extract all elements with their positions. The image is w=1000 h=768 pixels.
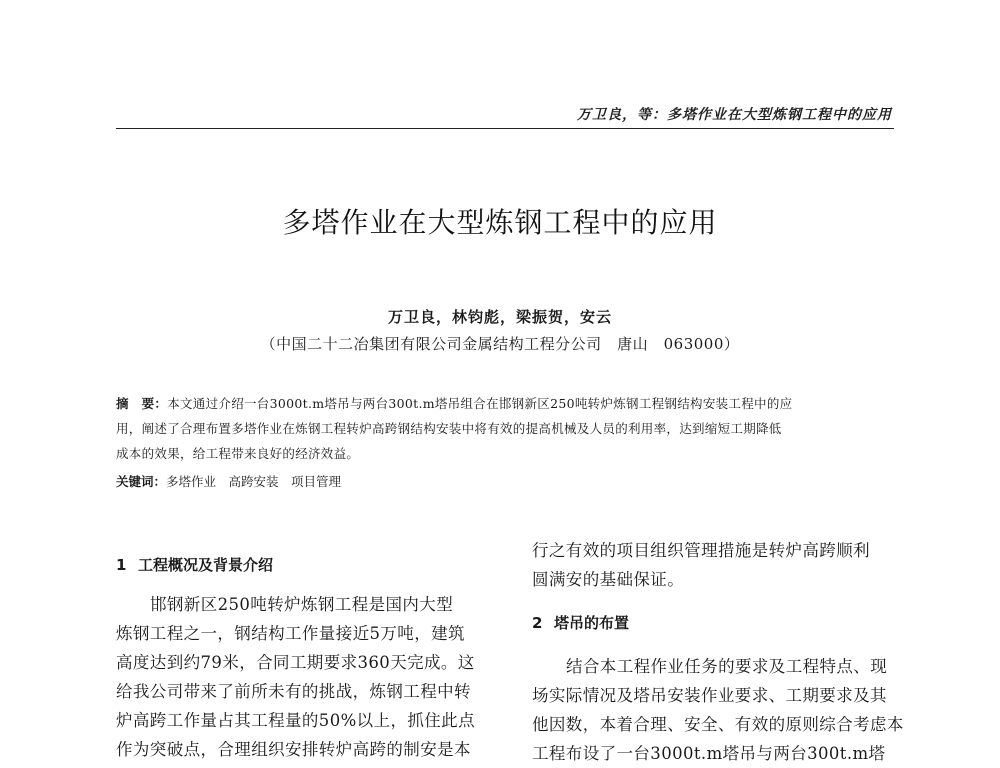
section-2-title: 塔吊的布置 <box>554 614 630 632</box>
abstract-line-2: 用，阐述了合理布置多塔作业在炼钢工程转炉高跨钢结构安装中将有效的提高机械及人员的利用率，达到缩短工期降低 <box>116 421 782 436</box>
abstract-text: 本文通过介绍一台3000t.m塔吊与两台300t.m塔吊组合在邯钢新区250吨转炉炼钢工程钢结构安装工程中的应 <box>167 396 793 411</box>
section-2-line: 他因数，本着合理、安全、有效的原则综合考虑本 <box>532 715 904 734</box>
section-1-line: 高度达到约79米，合同工期要求360天完成。这 <box>116 653 475 672</box>
section-2-number: 2 <box>532 614 543 632</box>
author-list: 万卫良，林钧彪，梁振贺，安云 <box>387 308 612 326</box>
abstract-line-3: 成本的效果，给工程带来良好的经济效益。 <box>116 446 360 461</box>
section-2-heading <box>532 608 904 638</box>
section-1-line: 炉高跨工作量占其工程量的50%以上，抓住此点 <box>116 711 475 730</box>
keywords <box>116 470 896 494</box>
section-1-line: 邯钢新区250吨转炉炼钢工程是国内大型 <box>150 595 454 614</box>
right-column <box>532 536 904 768</box>
header-rule <box>116 128 894 129</box>
keywords-label: 关键词： <box>116 474 167 489</box>
paper-title: 多塔作业在大型炼钢工程中的应用 <box>282 206 718 239</box>
abstract-label: 摘 要： <box>116 396 168 411</box>
section-2-line: 结合本工程作业任务的要求及工程特点、现 <box>566 657 888 676</box>
section-1-line: 给我公司带来了前所未有的挑战，炼钢工程中转 <box>116 682 471 701</box>
section-2-line: 工程布设了一台3000t.m塔吊与两台300t.m塔 <box>532 744 886 763</box>
continuation-line: 行之有效的项目组织管理措施是转炉高跨顺利 <box>532 541 870 560</box>
section-1-number: 1 <box>116 556 127 574</box>
abstract <box>116 391 896 466</box>
section-1-line: 炼钢工程之一，钢结构工作量接近5万吨，建筑 <box>116 624 465 643</box>
left-column <box>116 550 494 764</box>
section-2-line: 场实际情况及塔吊安装作业要求、工期要求及其 <box>532 686 887 705</box>
abstract-line-1 <box>116 391 896 416</box>
section-1-heading <box>116 550 494 580</box>
section-1-line: 作为突破点，合理组织安排转炉高跨的制安是本 <box>116 740 471 759</box>
keywords-text: 多塔作业 高跨安装 项目管理 <box>166 474 342 489</box>
running-header: 万卫良，等：多塔作业在大型炼钢工程中的应用 <box>577 107 892 123</box>
affiliation: （中国二十二冶集团有限公司金属结构工程分公司 唐山 063000） <box>260 335 740 353</box>
section-1-title: 工程概况及背景介绍 <box>138 556 274 574</box>
continuation-line: 圆满安的基础保证。 <box>532 570 685 589</box>
